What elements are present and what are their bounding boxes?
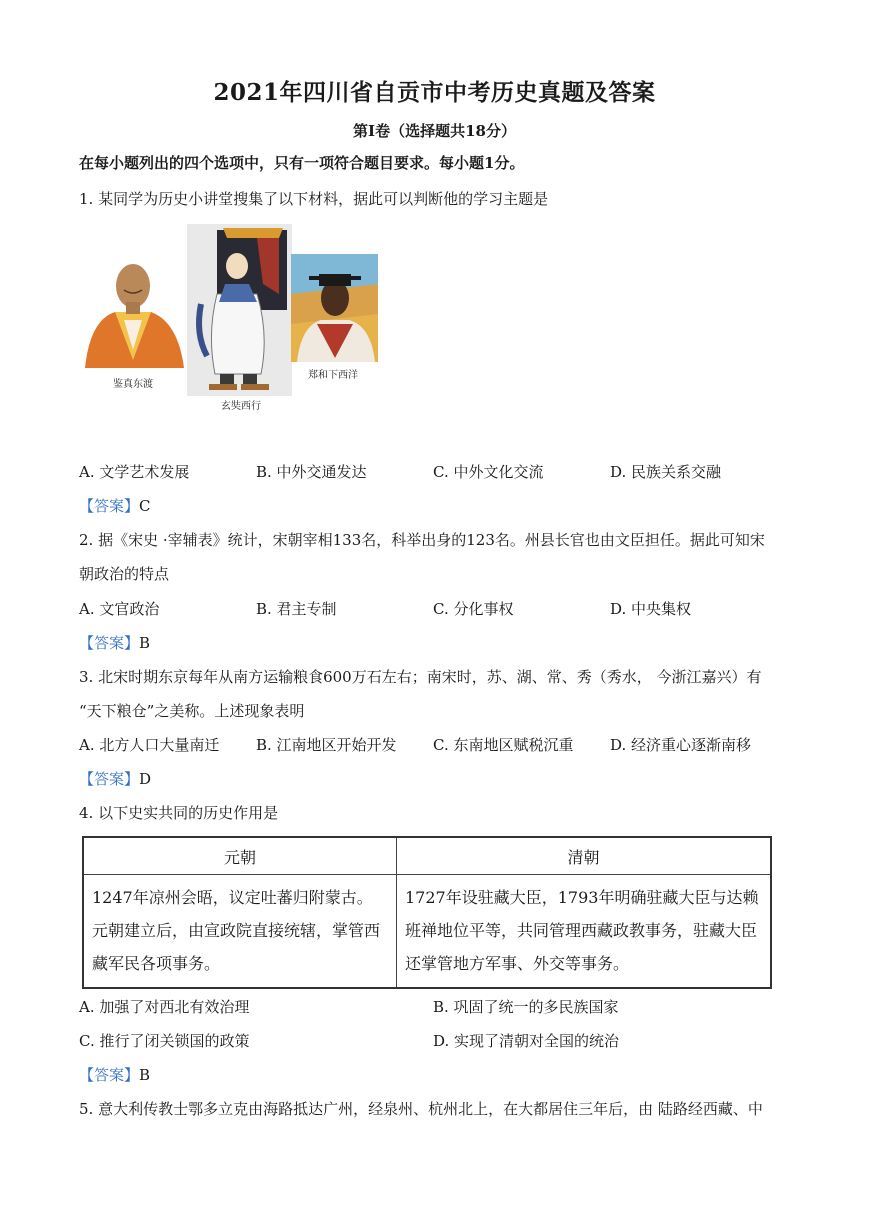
answer-tag: 【答案】 (79, 497, 140, 515)
admiral-portrait-icon (291, 254, 378, 362)
q5-stem: 5. 意大利传教士鄂多立克由海路抵达广州，经泉州、杭州北上，在大都居住三年后，由 陆路经西藏、中 (79, 1100, 763, 1118)
q1-option-d[interactable]: D. 民族关系交融 (610, 463, 722, 481)
caption-xuanzang: 玄奘西行 (221, 401, 261, 412)
q3-stem-line2: “天下粮仓”之美称。上述现象表明 (79, 702, 305, 720)
q2-answer (79, 632, 150, 653)
q1-option-b[interactable]: B. 中外交通发达 (256, 463, 367, 481)
traveling-monk-image (187, 224, 292, 396)
q2-option-b[interactable]: B. 君主专制 (256, 600, 337, 618)
monk-portrait-icon (80, 250, 186, 370)
admiral-portrait-image (291, 254, 378, 362)
q1-option-a[interactable]: A. 文学艺术发展 (79, 463, 190, 481)
answer-tag: 【答案】 (79, 634, 140, 652)
q2-option-c[interactable]: C. 分化事权 (433, 600, 514, 618)
q4-stem: 4. 以下史实共同的历史作用是 (79, 804, 279, 822)
traveling-monk-icon (187, 224, 292, 396)
q2-option-d[interactable]: D. 中央集权 (610, 600, 692, 618)
section-subtitle: 第Ⅰ卷（选择题共18分） (353, 122, 516, 140)
page-title: 2021年四川省自贡市中考历史真题及答案 (213, 79, 656, 106)
q4-option-b[interactable]: B. 巩固了统一的多民族国家 (433, 998, 619, 1016)
table-header-qing: 清朝 (397, 837, 772, 875)
caption-zhenghe: 郑和下西洋 (308, 370, 358, 381)
q2-stem-line1: 2. 据《宋史 ·宰辅表》统计，宋朝宰相133名，科举出身的123名。州县长官也由文臣担任。据此可知宋 (79, 531, 765, 549)
q2-answer-value: B (139, 634, 151, 652)
table-cell-yuan: 1247年凉州会晤，议定吐蕃归附蒙古。元朝建立后，由宣政院直接统辖，掌管西藏军民各项事务。 (83, 875, 397, 989)
answer-tag: 【答案】 (79, 1066, 140, 1084)
table-header-row (83, 837, 771, 875)
q3-option-d[interactable]: D. 经济重心逐渐南移 (610, 736, 752, 754)
q1-answer (79, 495, 151, 516)
q4-option-d[interactable]: D. 实现了清朝对全国的统治 (433, 1032, 620, 1050)
history-comparison-table (82, 836, 772, 989)
q3-option-b[interactable]: B. 江南地区开始开发 (256, 736, 397, 754)
q3-option-c[interactable]: C. 东南地区赋税沉重 (433, 736, 574, 754)
table-header-yuan: 元朝 (83, 837, 397, 875)
q4-answer-value: B (139, 1066, 151, 1084)
q4-answer (79, 1064, 150, 1085)
q3-option-a[interactable]: A. 北方人口大量南迁 (79, 736, 220, 754)
caption-jianzhen: 鉴真东渡 (113, 379, 153, 390)
q2-stem-line2: 朝政治的特点 (79, 565, 170, 583)
table-row (83, 875, 771, 989)
instructions: 在每小题列出的四个选项中，只有一项符合题目要求。每小题1分。 (79, 154, 525, 172)
q4-option-c[interactable]: C. 推行了闭关锁国的政策 (79, 1032, 250, 1050)
monk-portrait-image (80, 250, 186, 370)
q3-stem-line1: 3. 北宋时期东京每年从南方运输粮食600万石左右；南宋时，苏、湖、常、秀（秀水， 今浙江嘉兴）有 (79, 668, 762, 686)
q4-option-a[interactable]: A. 加强了对西北有效治理 (79, 998, 250, 1016)
table-cell-qing: 1727年设驻藏大臣，1793年明确驻藏大臣与达赖班禅地位平等，共同管理西藏政教事务，驻藏大臣还掌管地方军事、外交等事务。 (397, 875, 772, 989)
q3-answer-value: D (139, 770, 152, 788)
q3-answer (79, 768, 151, 789)
q2-option-a[interactable]: A. 文官政治 (79, 600, 160, 618)
answer-tag: 【答案】 (79, 770, 140, 788)
q1-option-c[interactable]: C. 中外文化交流 (433, 463, 544, 481)
q1-stem: 1. 某同学为历史小讲堂搜集了以下材料，据此可以判断他的学习主题是 (79, 190, 549, 208)
q1-answer-value: C (139, 497, 151, 515)
